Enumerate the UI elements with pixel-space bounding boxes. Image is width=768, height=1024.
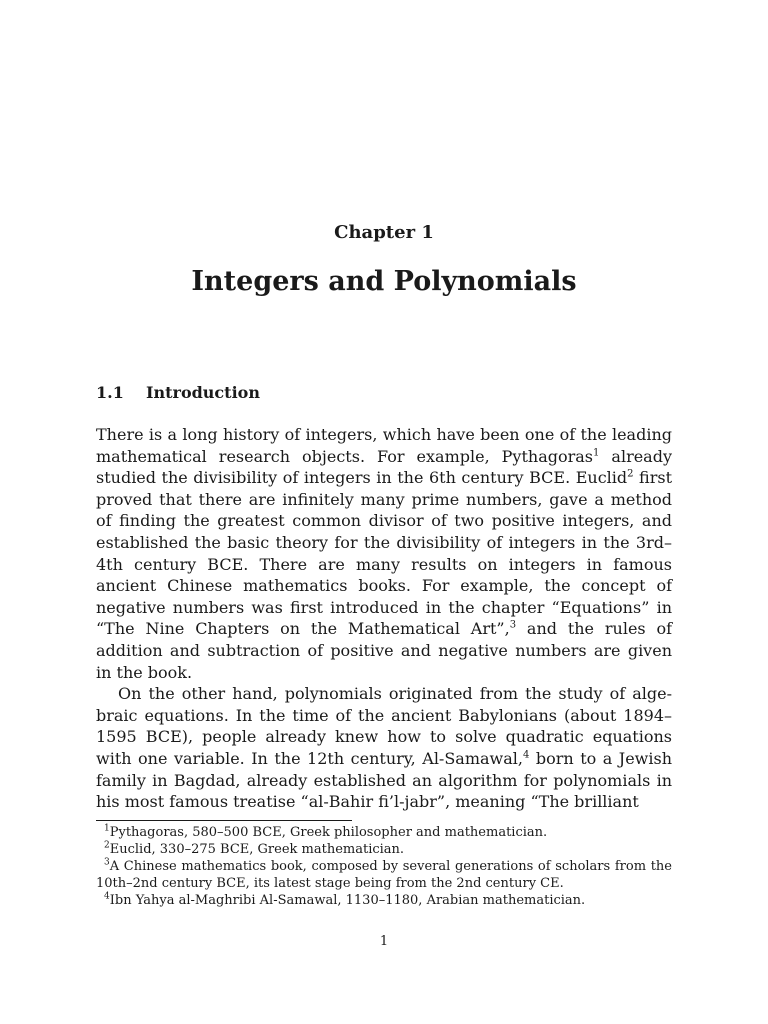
footnote-mark: 1	[104, 823, 110, 834]
chapter-title: Integers and Polynomials	[191, 266, 577, 297]
body-text	[96, 424, 672, 813]
footnote-ref-3: 3	[509, 620, 517, 632]
paragraph-text: born to a Jewish family in Bagdad, already established an algorithm for polynomials in his most famous treatise “al-Bahir fi’l-jabr”, meaning “The brilliant	[96, 748, 673, 812]
footnote-mark: 2	[104, 840, 110, 851]
footnote-3	[96, 858, 672, 892]
paragraph-text: There is a long history of integers, which have been one of the leading mathematical research objects. For example, Pythagoras	[96, 425, 672, 466]
footnote-mark: 4	[104, 891, 110, 902]
footnote-divider	[96, 820, 352, 821]
footnote-ref-1: 1	[593, 447, 600, 459]
section-title: Introduction	[146, 383, 260, 402]
chapter-label: Chapter 1	[334, 222, 434, 243]
paragraph-text: and the rules of addition and subtraction of positive and negative numbers are given in the book.	[96, 619, 673, 682]
footnote-mark: 3	[104, 857, 110, 868]
section-number: 1.1	[96, 383, 124, 402]
paragraph-text: On the other hand, polynomials originated from the study of algebraic equations. In the time of the ancient Babylonians (about 1894–1595 BCE), people already knew how to solve quadratic equations with one variable. In the 12th century, Al-Samawal,	[96, 684, 672, 768]
paragraph-text: already studied the divisibility of integers in the 6th century BCE. Euclid	[96, 446, 673, 488]
page-number: 1	[379, 934, 389, 949]
paragraph-1	[96, 424, 672, 683]
section-heading	[96, 383, 260, 402]
paragraph-2	[96, 683, 672, 813]
footnote-ref-2: 2	[627, 468, 634, 480]
footnote-ref-4: 4	[523, 749, 530, 761]
footnote-text: Ibn Yahya al-Maghribi Al-Samawal, 1130–1180, Arabian mathematician.	[109, 893, 586, 908]
footnote-text: Pythagoras, 580–500 BCE, Greek philosopher and mathematician.	[109, 825, 548, 840]
footnote-text: Euclid, 330–275 BCE, Greek mathematician.	[109, 842, 405, 857]
footnote-1	[96, 824, 672, 841]
footnote-4	[96, 892, 672, 909]
paragraph-text: first proved that there are infinitely many prime numbers, gave a method of finding the greatest common divisor of two positive integers, and established the basic theory for the divisibility of integers in the 3rd–4th century BCE. There are many results on integers in famous ancient Chinese mathematics books. For example, the concept of negative numbers was first introduced in the chapter “Equations” in “The Nine Chapters on the Mathematical Art”,	[96, 468, 673, 639]
footnote-2	[96, 841, 672, 858]
footnote-text: A Chinese mathematics book, composed by several generations of scholars from the 10th–2nd century BCE, its latest stage being from the 2nd century CE.	[96, 859, 672, 891]
footnotes	[96, 824, 672, 909]
